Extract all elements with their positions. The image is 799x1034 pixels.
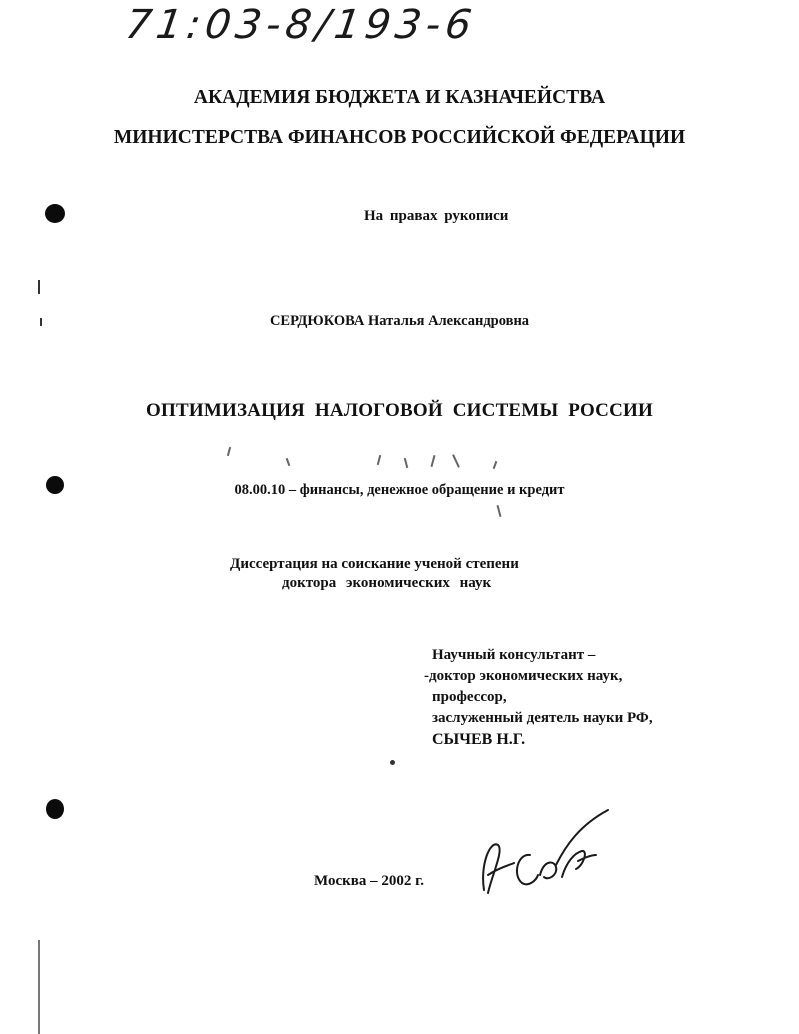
city-year: Москва – 2002 г.: [314, 873, 424, 889]
advisor-line: профессор,: [432, 689, 507, 705]
advisor-line: -доктор экономических наук,: [424, 668, 623, 684]
scientific-advisor: [424, 645, 653, 750]
scan-mark: [493, 461, 498, 469]
advisor-line: заслуженный деятель науки РФ,: [432, 710, 653, 726]
scan-mark: [286, 458, 291, 466]
scan-mark: [38, 280, 40, 294]
author-name: СЕРДЮКОВА Наталья Александровна: [269, 313, 530, 329]
scan-mark: [38, 940, 40, 1034]
degree-line-1: Диссертация на соискание ученой степени: [230, 556, 519, 572]
scan-mark: [404, 458, 409, 468]
scan-mark: [452, 454, 460, 468]
advisor-line: СЫЧЕВ Н.Г.: [432, 731, 526, 748]
punch-hole-icon: [46, 799, 64, 819]
manuscript-note: На правах рукописи: [364, 208, 509, 224]
scan-mark: [496, 505, 501, 517]
signature: [470, 805, 620, 905]
archive-number: 71:03-8/193-6: [122, 2, 480, 48]
scan-mark: [40, 318, 42, 326]
punch-hole-icon: [46, 476, 64, 494]
dissertation-title: ОПТИМИЗАЦИЯ НАЛОГОВОЙ СИСТЕМЫ РОССИИ: [146, 400, 653, 421]
scan-mark: [430, 455, 435, 467]
scan-mark: [377, 455, 382, 465]
scan-speck: [390, 760, 395, 765]
specialty-code: 08.00.10 – финансы, денежное обращение и кредит: [234, 482, 565, 498]
scan-mark: [227, 447, 231, 456]
institution-line-2: МИНИСТЕРСТВА ФИНАНСОВ РОССИЙСКОЙ ФЕДЕРАЦИИ: [113, 127, 686, 148]
punch-hole-icon: [45, 204, 65, 223]
institution-line-1: АКАДЕМИЯ БЮДЖЕТА И КАЗНАЧЕЙСТВА: [193, 87, 606, 108]
degree-line-2: доктора экономических наук: [282, 575, 492, 591]
advisor-line: Научный консультант –: [432, 647, 596, 663]
